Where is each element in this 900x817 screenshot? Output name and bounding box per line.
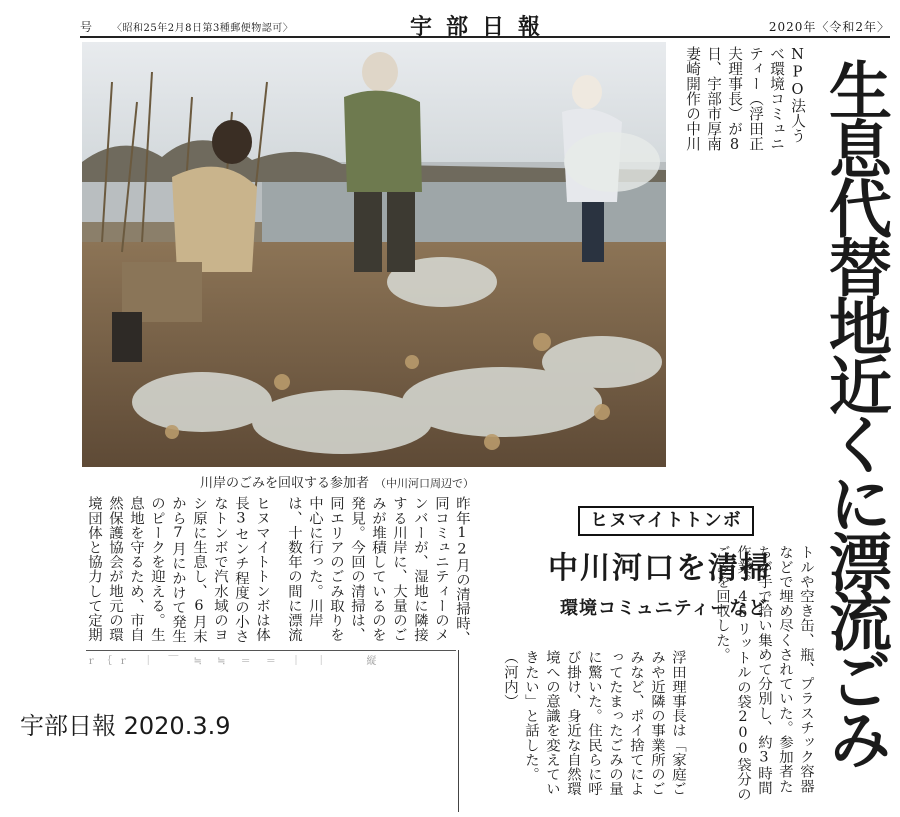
- sub-headline: 中川河口を清掃: [548, 551, 772, 586]
- body-column-2: 昨年12月の清掃時、同コミュニティーのメンバーが、湿地に隣接する川岸に、大量のごみが堆積しているのを発見。今回の清掃は、同エリアのごみ取りを中心に行った。川岸は、十数年の間に漂流: [286, 496, 470, 646]
- photo-caption: [200, 472, 474, 491]
- masthead: [80, 14, 890, 38]
- photo-caption-sub: （中川河口周辺で）: [375, 477, 475, 490]
- issue-date: 2020年〈令和2年〉: [768, 20, 890, 34]
- body-column-1: ヒヌマイトトンボは体長3センチ程度の小さなトンボで汽水域のヨシ原に生息し、6月末から7月にかけて発生のピークを迎える。生息地を守るため、市自然保護協会が地元の環境団体と協力して定期: [86, 496, 270, 644]
- clipped-text-edge: ｒ｛ｒ ｜ ￣ ≒ ≒ ＝ ＝ ｜ ｜ 縦: [86, 656, 383, 667]
- body-column-3: トルや空き缶、瓶、プラスチック容器などで埋め尽くされていた。参加者たちが手で拾い集めて分別し、約3時間作業。45リットルの袋200袋分のごみを回収した。: [714, 545, 814, 802]
- postal-notice: 〈昭和25年2月8日第3種郵便物認可〉: [112, 23, 294, 34]
- body-column-4: 浮田理事長は「家庭ごみや近隣の事業所のごみなど、ポイ捨てによってたまったごみの量に驚いた。住民らに呼び掛け、身近な自然環境への意識を変えていきたい」と話した。（河内）: [502, 650, 686, 796]
- photo-caption-main: 川岸のごみを回収する参加者: [200, 476, 370, 491]
- vertical-rule: [458, 650, 459, 812]
- source-credit: 宇部日報 2020.3.9: [20, 712, 231, 740]
- sub-byline: 環境コミュニティーなど: [560, 598, 768, 619]
- column-divider: [86, 650, 456, 651]
- headline: 生息代替地近くに漂流ごみ: [819, 58, 892, 766]
- photo-illustration: [82, 42, 666, 467]
- article-photo: [82, 42, 666, 467]
- lead-paragraph: NPO法人うべ環境コミュニティー（浮田正夫理事長）が8日、宇部市厚南妻崎開作の中川: [684, 46, 806, 154]
- topic-tag: ヒヌマイトトンボ: [578, 506, 754, 536]
- page-mark: 号: [80, 20, 93, 34]
- paper-name: 宇部日報: [410, 14, 555, 40]
